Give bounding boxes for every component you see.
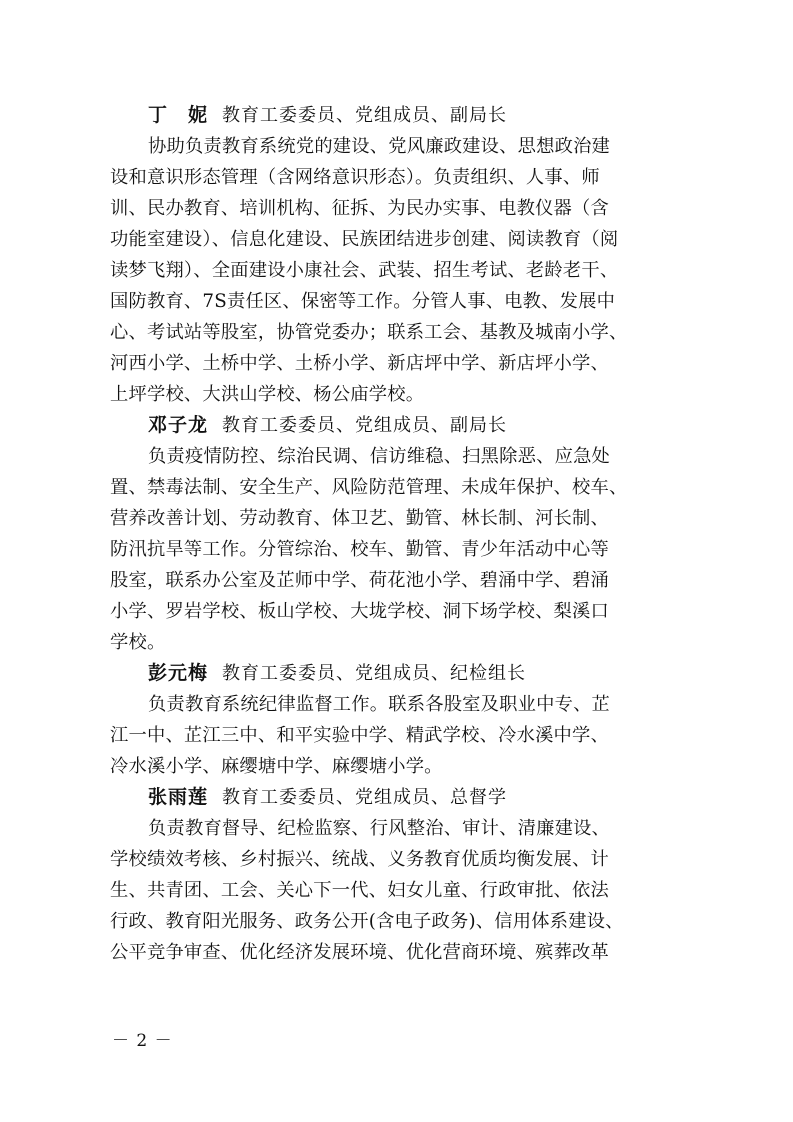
person-name: 张雨莲 bbox=[148, 786, 209, 808]
section-header bbox=[110, 782, 690, 813]
paragraph-line: 小学、罗岩学校、板山学校、大垅学校、洞下场学校、梨溪口 bbox=[110, 601, 609, 622]
page-number: － 2 － bbox=[112, 1031, 173, 1051]
paragraph-line: 河西小学、土桥中学、土桥小学、新店坪中学、新店坪小学、 bbox=[110, 353, 609, 374]
section-zhang-yulian bbox=[110, 782, 690, 968]
paragraph-line: 学校绩效考核、乡村振兴、统战、义务教育优质均衡发展、计 bbox=[110, 849, 609, 870]
paragraph-line: 国防教育、7S责任区、保密等工作。分管人事、电教、发展中 bbox=[110, 291, 616, 312]
section-header bbox=[110, 410, 690, 441]
person-name: 邓子龙 bbox=[148, 414, 209, 436]
person-title: 教育工委委员、党组成员、副局长 bbox=[222, 105, 508, 126]
paragraph-line: 行政、教育阳光服务、政务公开(含电子政务)、信用体系建设、 bbox=[110, 911, 624, 932]
paragraph-line: 上坪学校、大洪山学校、杨公庙学校。 bbox=[110, 384, 425, 405]
paragraph-line: 股室，联系办公室及芷师中学、荷花池小学、碧涌中学、碧涌 bbox=[110, 570, 609, 591]
paragraph-line: 读梦飞翔）、全面建设小康社会、武装、招生考试、老龄老干、 bbox=[110, 260, 619, 281]
paragraph-line: 生、共青团、工会、关心下一代、妇女儿童、行政审批、依法 bbox=[110, 880, 609, 901]
section-deng-zilong bbox=[110, 410, 690, 658]
paragraph-line: 功能室建设）、信息化建设、民族团结进步创建、阅读教育（阅 bbox=[110, 229, 619, 250]
person-title: 教育工委委员、党组成员、副局长 bbox=[222, 415, 508, 436]
paragraph-line: 心、考试站等股室，协管党委办；联系工会、基教及城南小学、 bbox=[110, 322, 628, 343]
paragraph-line: 负责教育系统纪律监督工作。联系各股室及职业中专、芷 bbox=[148, 694, 611, 715]
paragraph-line: 防汛抗旱等工作。分管综治、校车、勤管、青少年活动中心等 bbox=[110, 539, 609, 560]
person-name: 彭元梅 bbox=[148, 662, 209, 684]
paragraph-line: 协助负责教育系统党的建设、党风廉政建设、思想政治建 bbox=[148, 136, 611, 157]
paragraph-line: 冷水溪小学、麻缨塘中学、麻缨塘小学。 bbox=[110, 756, 443, 777]
person-title: 教育工委委员、党组成员、纪检组长 bbox=[222, 663, 527, 684]
paragraph-line: 设和意识形态管理（含网络意识形态）。负责组织、人事、师 bbox=[110, 167, 600, 188]
paragraph-line: 负责教育督导、纪检监察、行风整治、审计、清廉建设、 bbox=[148, 818, 611, 839]
section-header bbox=[110, 658, 690, 689]
section-header bbox=[110, 100, 690, 131]
document-body bbox=[110, 100, 690, 968]
section-peng-yuanmei bbox=[110, 658, 690, 782]
section-ding-ni bbox=[110, 100, 690, 410]
paragraph-line: 负责疫情防控、综治民调、信访维稳、扫黑除恶、应急处 bbox=[148, 446, 611, 467]
paragraph-line: 置、禁毒法制、安全生产、风险防范管理、未成年保护、校车、 bbox=[110, 477, 628, 498]
paragraph-line: 江一中、芷江三中、和平实验中学、精武学校、冷水溪中学、 bbox=[110, 725, 609, 746]
paragraph-line: 学校。 bbox=[110, 632, 166, 653]
person-title: 教育工委委员、党组成员、总督学 bbox=[222, 787, 508, 808]
person-name: 丁 妮 bbox=[148, 104, 209, 126]
paragraph-line: 训、民办教育、培训机构、征拆、为民办实事、电教仪器（含 bbox=[110, 198, 609, 219]
paragraph-line: 营养改善计划、劳动教育、体卫艺、勤管、林长制、河长制、 bbox=[110, 508, 609, 529]
paragraph-line: 公平竞争审查、优化经济发展环境、优化营商环境、殡葬改革 bbox=[110, 942, 609, 963]
